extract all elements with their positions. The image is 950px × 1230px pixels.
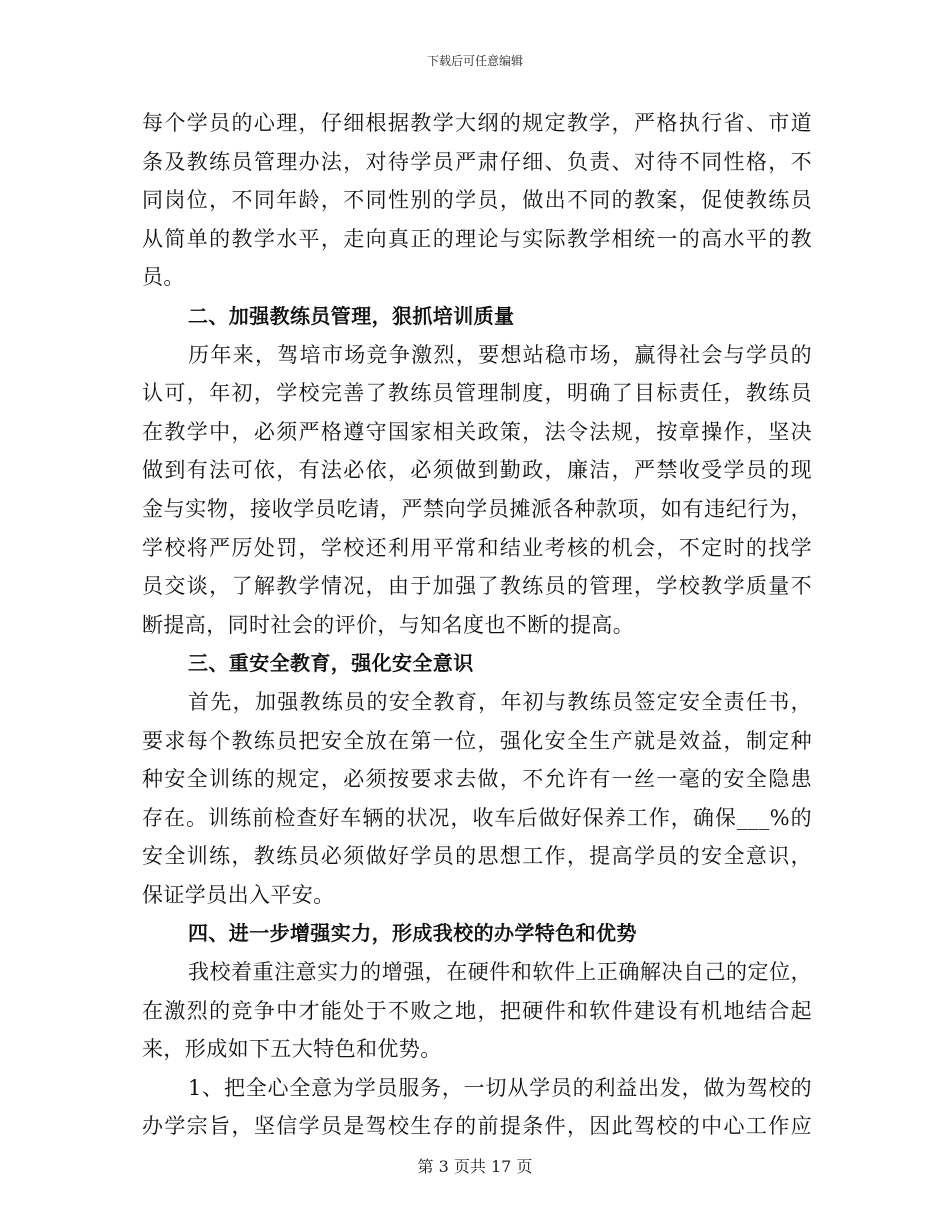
body-line: 保证学员出入平安。 xyxy=(142,882,335,907)
page-header: 下载后可任意编辑 xyxy=(426,54,523,68)
body-line: 办学宗旨，坚信学员是驾校生存的前提条件，因此驾校的中心工作应 xyxy=(142,1114,812,1139)
body-line: 来，形成如下五大特色和优势。 xyxy=(142,1037,442,1062)
body-line: 认可，年初，学校完善了教练员管理制度，明确了目标责任，教练员 xyxy=(142,381,812,406)
body-line: 安全训练，教练员必须做好学员的思想工作，提高学员的安全意识， xyxy=(142,844,812,869)
body-line: 存在。训练前检查好车辆的状况，收车后做好保养工作，确保___%的 xyxy=(142,805,812,830)
body-line: 种安全训练的规定，必须按要求去做，不允许有一丝一毫的安全隐患 xyxy=(142,767,812,792)
page-number-footer: 第 3 页共 17 页 xyxy=(417,1157,533,1176)
body-line: 做到有法可依，有法必依，必须做到勤政，廉洁，严禁收受学员的现 xyxy=(142,458,812,483)
body-line: 要求每个教练员把安全放在第一位，强化安全生产就是效益，制定种 xyxy=(142,728,812,753)
body-line: 在教学中，必须严格遵守国家相关政策，法令法规，按章操作，坚决 xyxy=(142,419,812,444)
section-heading: 二、加强教练员管理，狠抓培训质量 xyxy=(188,303,515,328)
document-body xyxy=(142,104,812,1146)
body-line: 每个学员的心理，仔细根据教学大纲的规定教学，严格执行省、市道 xyxy=(142,111,812,135)
body-line: 员。 xyxy=(142,265,185,290)
body-line: 断提高，同时社会的评价，与知名度也不断的提高。 xyxy=(142,612,635,637)
body-line: 学校将严厉处罚，学校还利用平常和结业考核的机会，不定时的找学 xyxy=(142,535,812,560)
paragraph-first-line: 首先，加强教练员的安全教育，年初与教练员签定安全责任书， xyxy=(188,689,812,714)
body-line: 金与实物，接收学员吃请，严禁向学员摊派各种款项，如有违纪行为， xyxy=(142,496,812,521)
body-line: 同岗位，不同年龄，不同性别的学员，做出不同的教案，促使教练员 xyxy=(142,188,812,213)
paragraph-first-line: 历年来，驾培市场竞争激烈，要想站稳市场，赢得社会与学员的 xyxy=(188,342,812,367)
section-heading: 四、进一步增强实力，形成我校的办学特色和优势 xyxy=(188,921,637,946)
body-line: 在激烈的竞争中才能处于不败之地，把硬件和软件建设有机地结合起 xyxy=(142,998,812,1023)
body-line: 从简单的教学水平，走向真正的理论与实际教学相统一的高水平的教 xyxy=(142,226,812,251)
paragraph-first-line: 我校着重注意实力的增强，在硬件和软件上正确解决自己的定位， xyxy=(188,960,812,985)
paragraph-first-line: 1、把全心全意为学员服务，一切从学员的利益出发，做为驾校的 xyxy=(188,1075,812,1100)
section-heading: 三、重安全教育，强化安全意识 xyxy=(188,651,474,676)
body-line: 员交谈，了解教学情况，由于加强了教练员的管理，学校教学质量不 xyxy=(142,574,812,599)
body-line: 条及教练员管理办法，对待学员严肃仔细、负责、对待不同性格，不 xyxy=(142,149,812,174)
